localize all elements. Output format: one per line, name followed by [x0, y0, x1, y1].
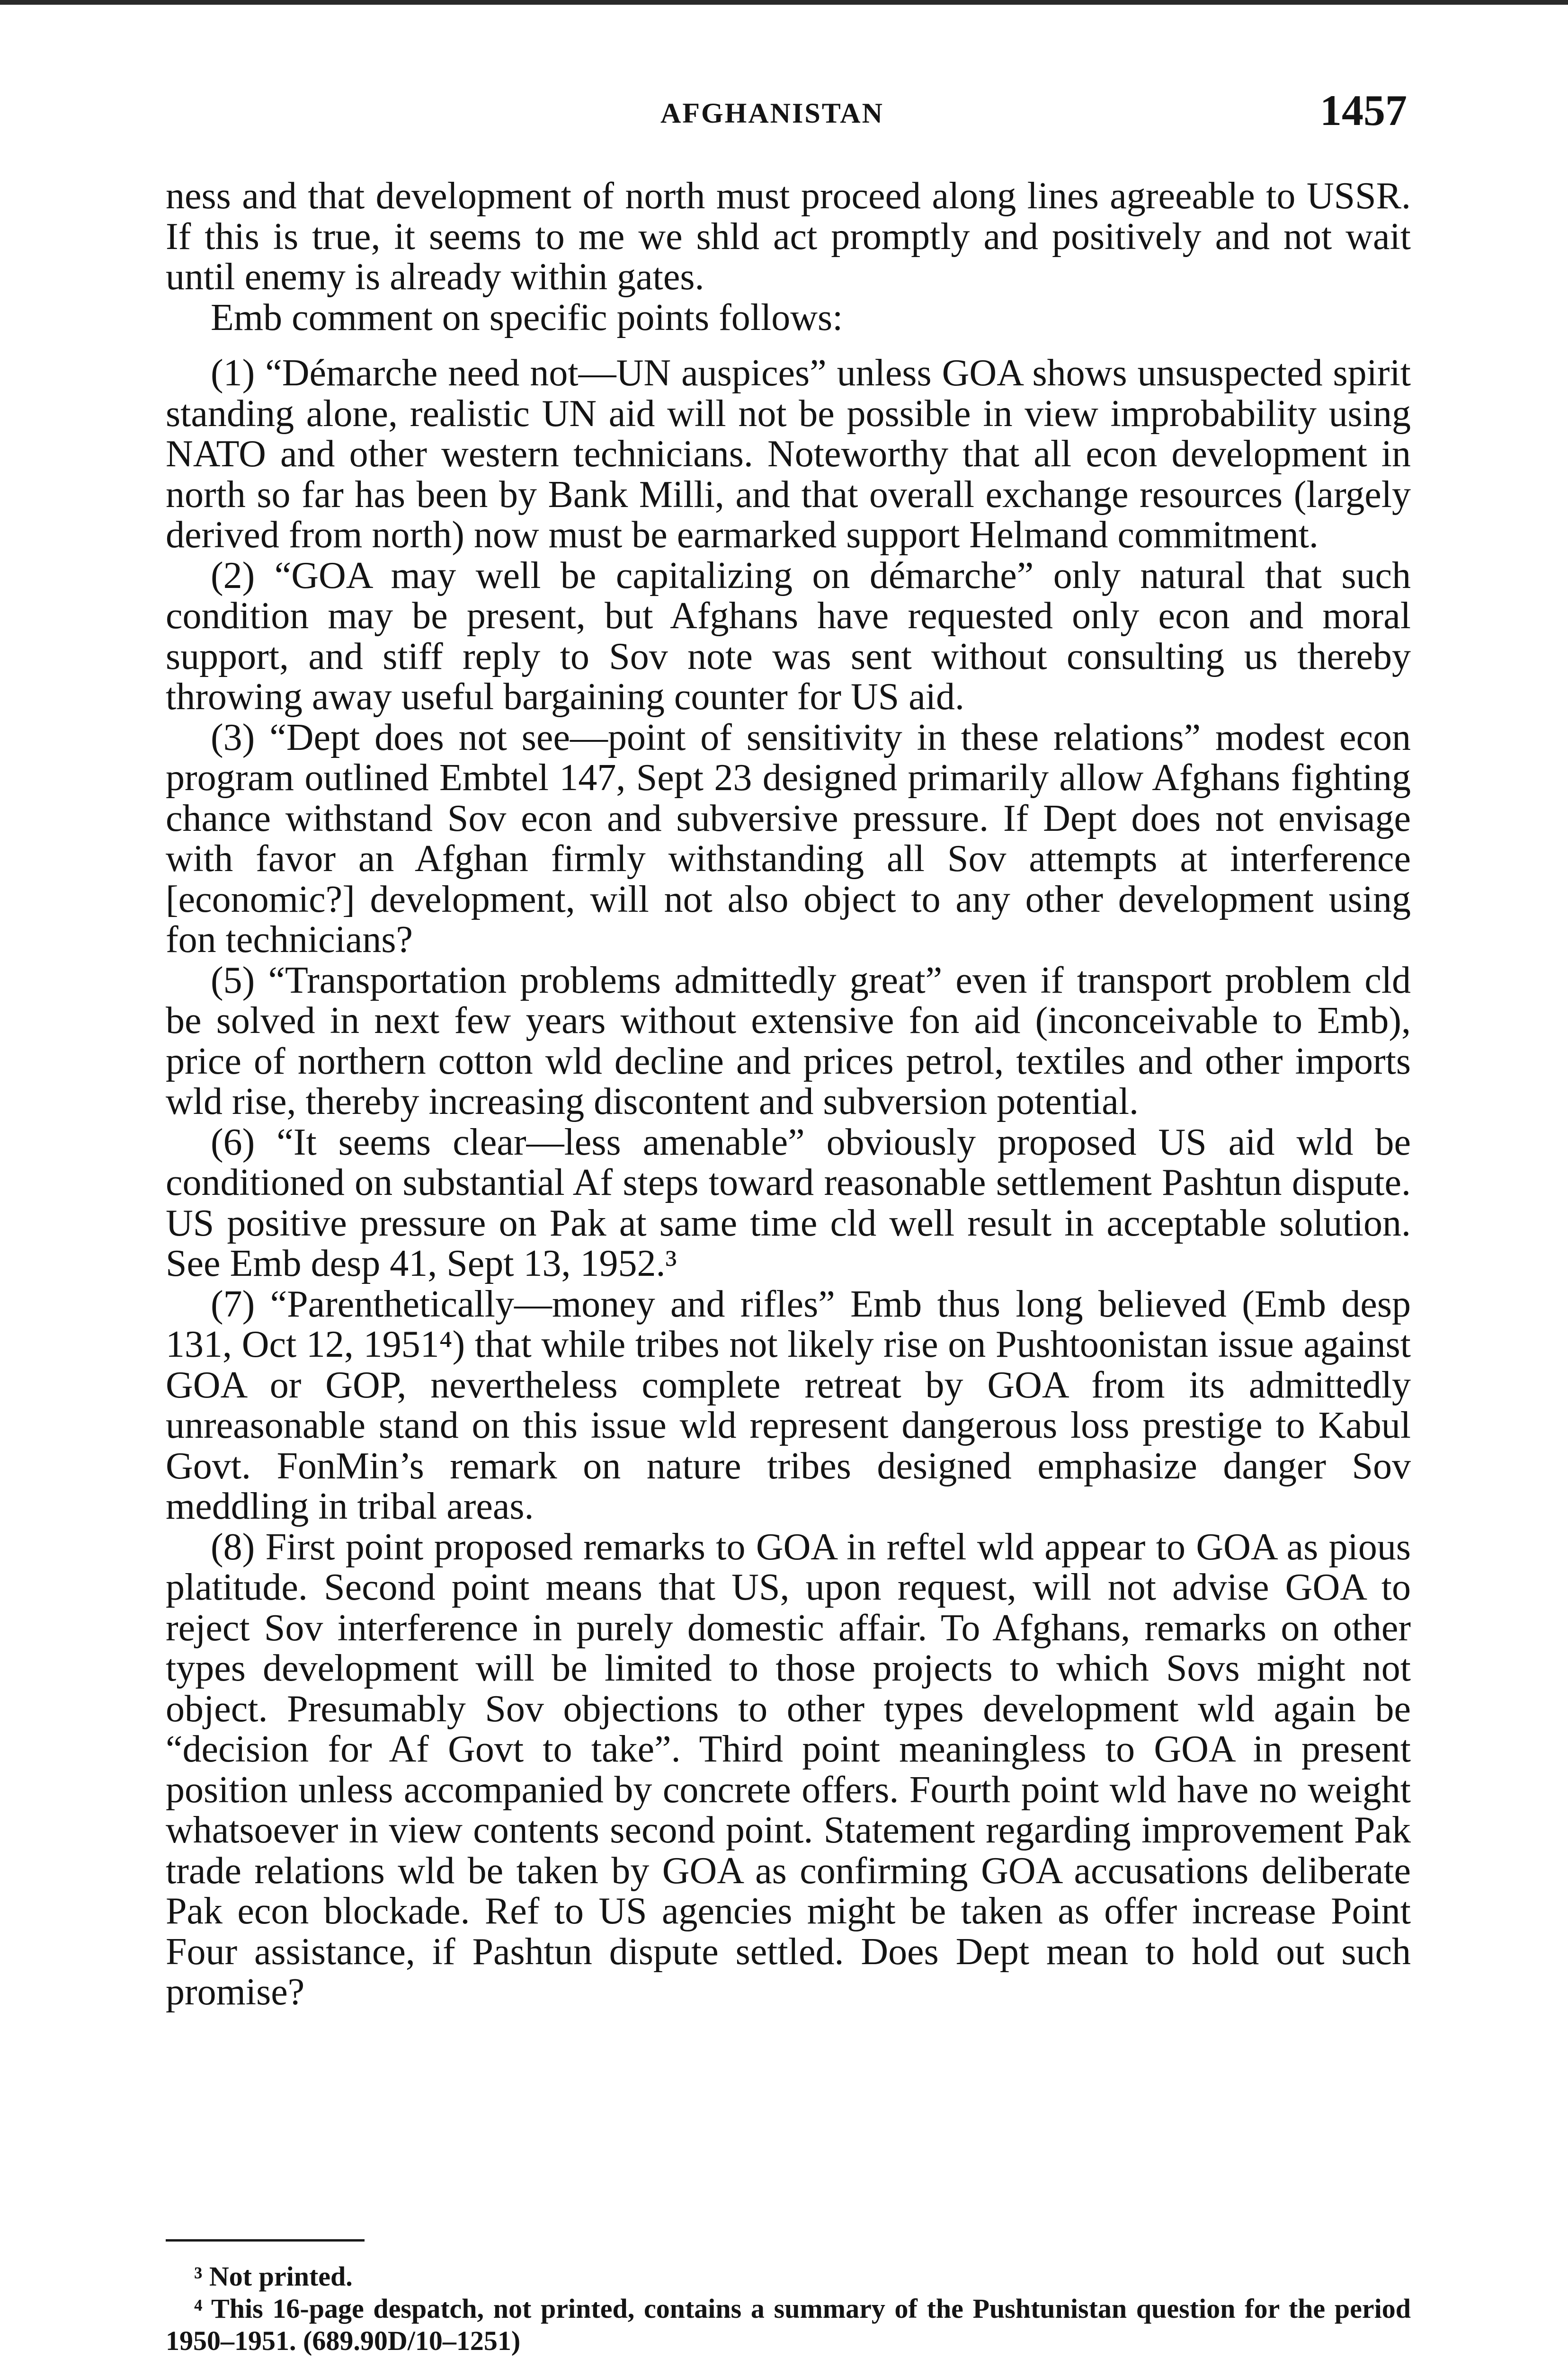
footnotes — [166, 2260, 1411, 2357]
paragraph-point-7: (7) “Parenthetically—money and rifles” Emb thus long believed (Emb desp 131, Oct 12, 1951⁴) that while tribes not likely rise on Pushtoonistan issue against GOA or GOP, nevertheless complete retreat by GOA from its admittedly unreasonable stand on this issue wld represent dangerous loss prestige to Kabul Govt. FonMin’s remark on nature tribes designed emphasize danger Sov meddling in tribal areas. — [166, 1283, 1411, 1527]
running-head: AFGHANISTAN — [660, 98, 884, 129]
footnote-3: ³ Not printed. — [194, 2261, 353, 2292]
paragraph-point-3: (3) “Dept does not see—point of sensitivity in these relations” modest econ program outlined Embtel 147, Sept 23 designed primarily allow Afghans fighting chance withstand Sov econ and subversive pressure. If Dept does not envisage with favor an Afghan firmly withstanding all Sov attempts at interference [economic?] development, will not also object to any other development using fon technicians? — [166, 716, 1411, 961]
body-text — [166, 176, 1411, 2013]
paragraph-point-6: (6) “It seems clear—less amenable” obviously proposed US aid wld be conditioned on substantial Af steps toward reasonable settlement Pashtun dispute. US positive pressure on Pak at same time cld well result in acceptable solution. See Emb desp 41, Sept 13, 1952.³ — [166, 1121, 1411, 1284]
paragraph-point-1: (1) “Démarche need not—UN auspices” unless GOA shows unsuspected spirit standing alone, realistic UN aid will not be possible in view improbability using NATO and other western technicians. Noteworthy that all econ development in north so far has been by Bank Milli, and that overall exchange resources (largely derived from north) now must be earmarked support Helmand commitment. — [166, 352, 1411, 556]
top-rule — [0, 0, 1568, 5]
footnote-4: ⁴ This 16-page despatch, not printed, contains a summary of the Pushtunistan question for the period 1950–1951. (689.90D/10–1251) — [166, 2293, 1411, 2356]
paragraph-point-2: (2) “GOA may well be capitalizing on démarche” only natural that such condition may be present, but Afghans have requested only econ and moral support, and stiff reply to Sov note was sent without consulting us thereby throwing away useful bargaining counter for US aid. — [166, 554, 1411, 718]
paragraph-point-5: (5) “Transportation problems admittedly great” even if transport problem cld be solved in next few years without extensive fon aid (inconceivable to Emb), price of northern cotton wld decline and prices petrol, textiles and other imports wld rise, thereby increasing discontent and subversion potential. — [166, 959, 1411, 1122]
page-number: 1457 — [1320, 86, 1407, 134]
paragraph-point-8: (8) First point proposed remarks to GOA in reftel wld appear to GOA as pious platitude. Second point means that US, upon request, will not advise GOA to reject Sov interference in purely domestic affair. To Afghans, remarks on other types development will be limited to those projects to which Sovs might not object. Presumably Sov objections to other types development wld again be “decision for Af Govt to take”. Third point meaningless to GOA in present position unless accompanied by concrete offers. Fourth point wld have no weight whatsoever in view contents second point. Statement regarding improvement Pak trade relations wld be taken by GOA as confirming GOA accusations deliberate Pak econ blockade. Ref to US agencies might be taken as offer increase Point Four assistance, if Pashtun dispute settled. Does Dept mean to hold out such promise? — [166, 1526, 1411, 2013]
footnote-rule — [166, 2239, 365, 2242]
paragraph-intro: Emb comment on specific points follows: — [211, 296, 843, 338]
paragraph-continuation: ness and that development of north must proceed along lines agreeable to USSR. If this is true, it seems to me we shld act promptly and positively and not wait until enemy is already within gates. — [166, 175, 1411, 298]
